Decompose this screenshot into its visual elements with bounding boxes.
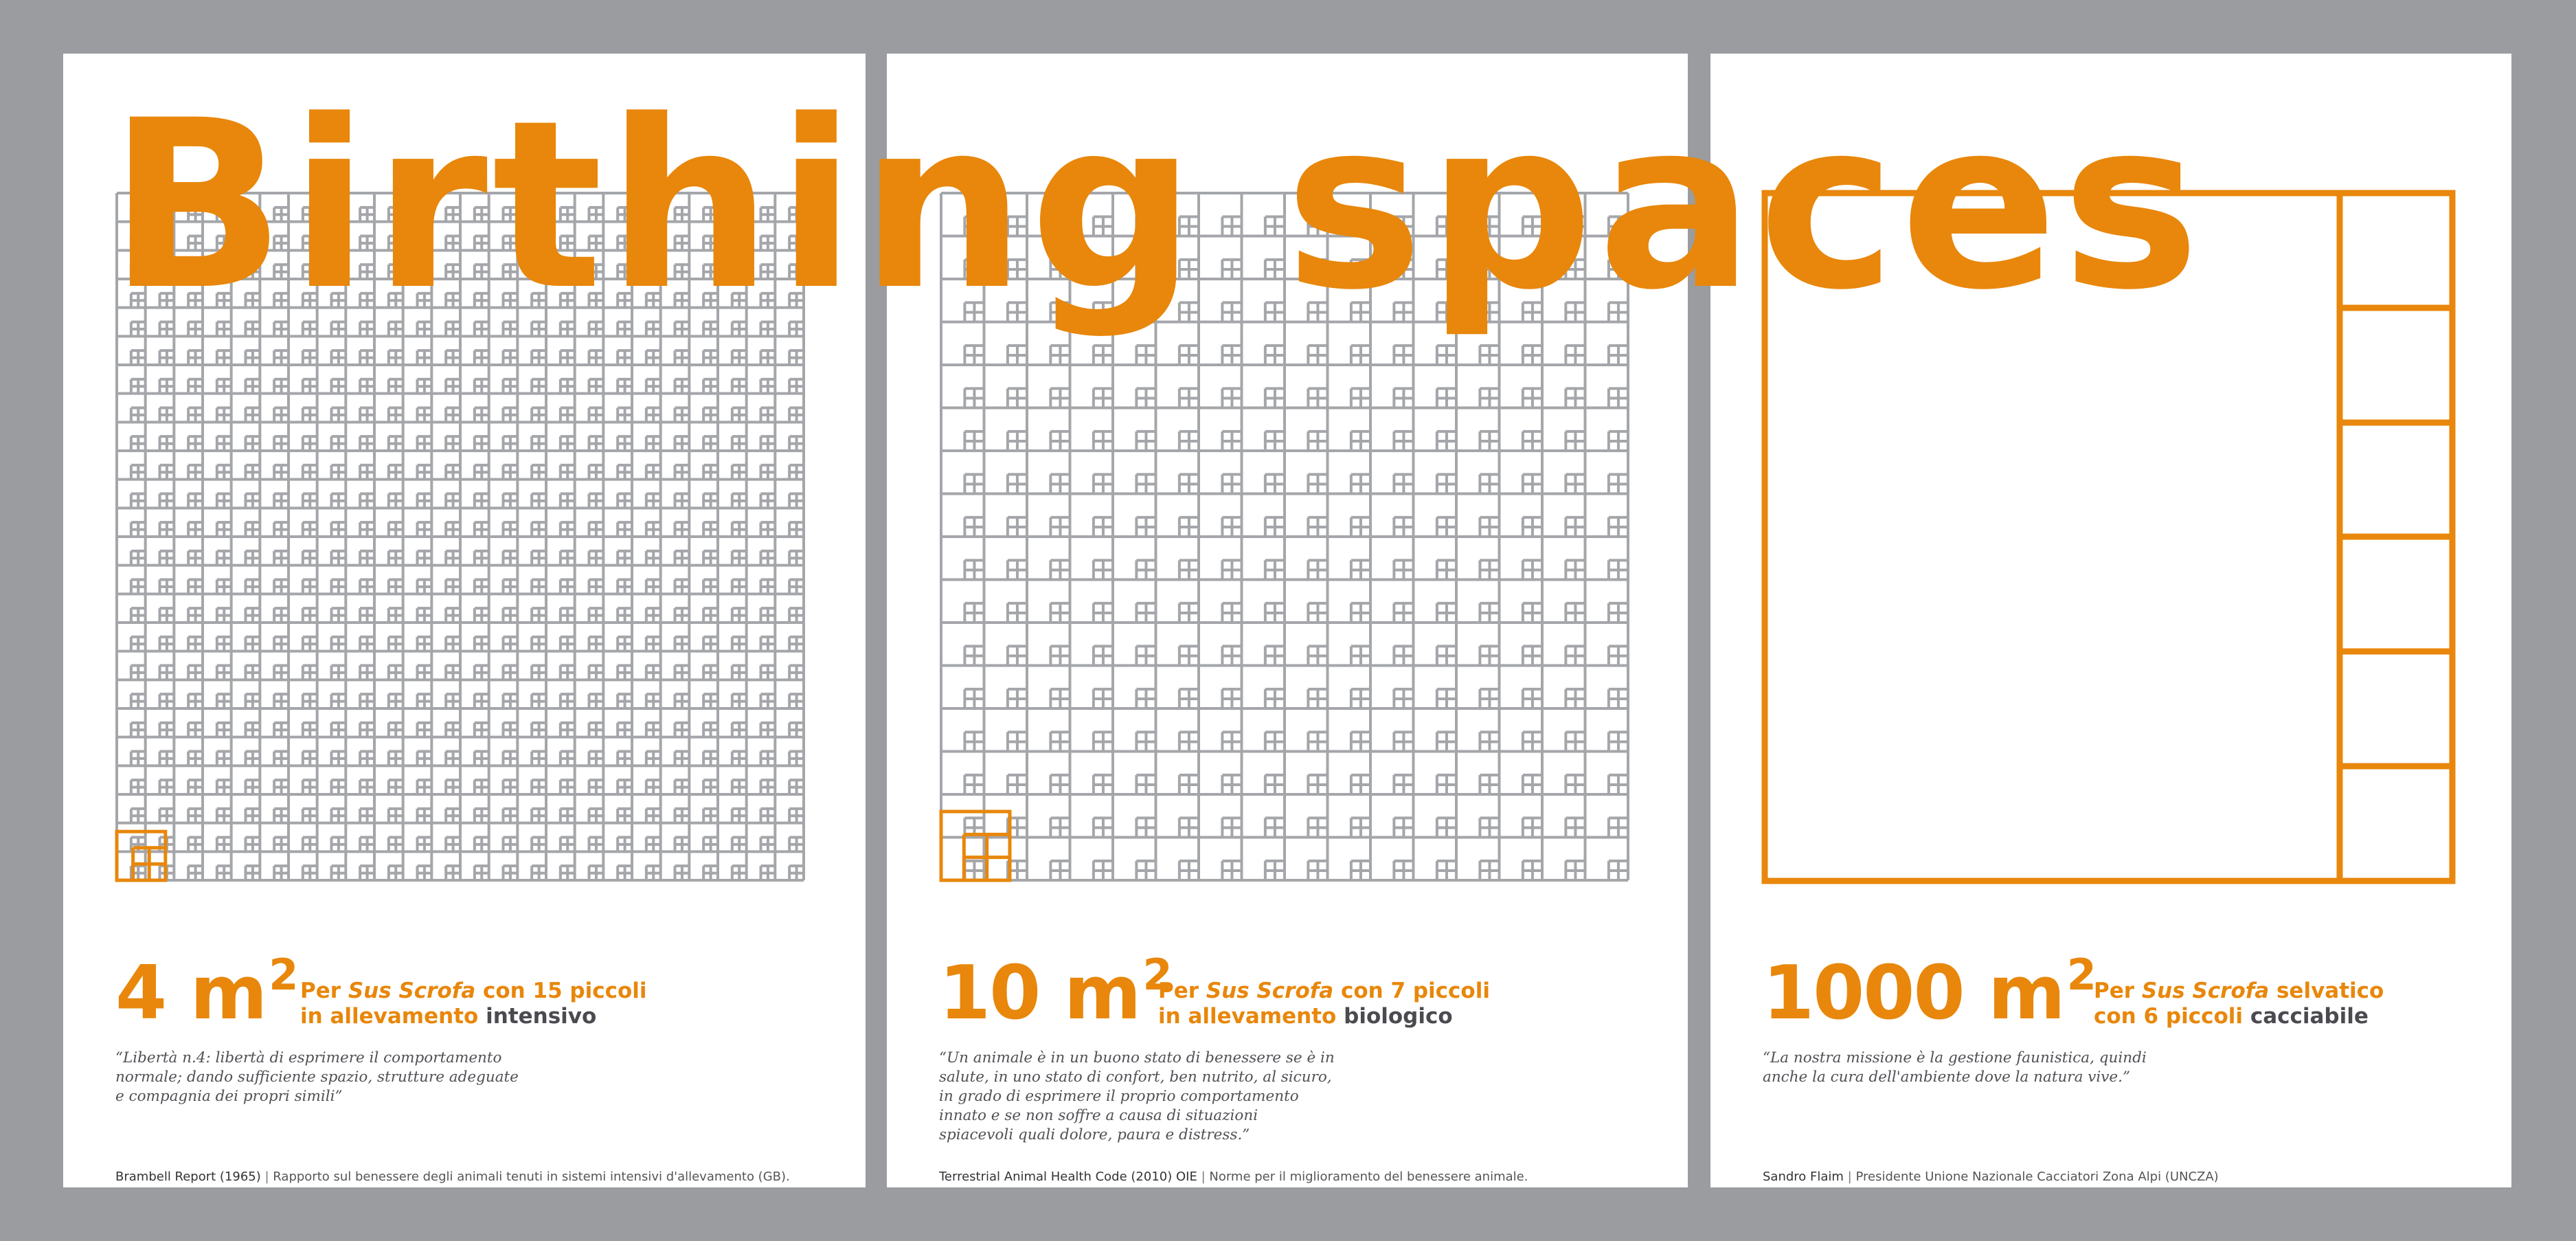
area-value: 1000 $m^2$ <box>1763 950 2095 1036</box>
caption: Per Sus Scrofa selvatico con 6 piccoli cacciabile <box>2094 979 2384 1029</box>
source-credit: Terrestrial Animal Health Code (2010) OIE | Norme per il miglioramento del benessere animale. <box>939 1170 1528 1184</box>
source-credit: Sandro Flaim | Presidente Unione Nazionale Cacciatori Zona Alpi (UNCZA) <box>1763 1170 2219 1184</box>
quote: “Un animale è in un buono stato di benessere se è in salute, in uno stato di confort, ben nutrito, al sicuro, in grado di esprimere il proprio comportamento innato e se non soffre a causa di situazioni spiacevoli quali dolore, paura e distress.” <box>939 1049 1335 1143</box>
source-credit: Brambell Report (1965) | Rapporto sul benessere degli animali tenuti in sistemi intensivi d'allevamento (GB). <box>115 1170 790 1184</box>
quote: “Libertà n.4: libertà di esprimere il comportamento normale; dando sufficiente spazio, strutture adeguate e compagnia dei propri simili” <box>115 1049 519 1105</box>
caption: Per Sus Scrofa con 15 piccoli in allevamento intensivo <box>300 979 647 1029</box>
caption: Per Sus Scrofa con 7 piccoli in allevamento biologico <box>1158 979 1490 1029</box>
quote: “La nostra missione è la gestione faunistica, quindi anche la cura dell'ambiente dove la natura vive.” <box>1763 1049 2147 1086</box>
poster-title: Birthing spaces <box>109 70 2204 341</box>
area-value: 10 $m^2$ <box>939 950 1171 1036</box>
area-value: 4 $m^2$ <box>115 950 297 1036</box>
